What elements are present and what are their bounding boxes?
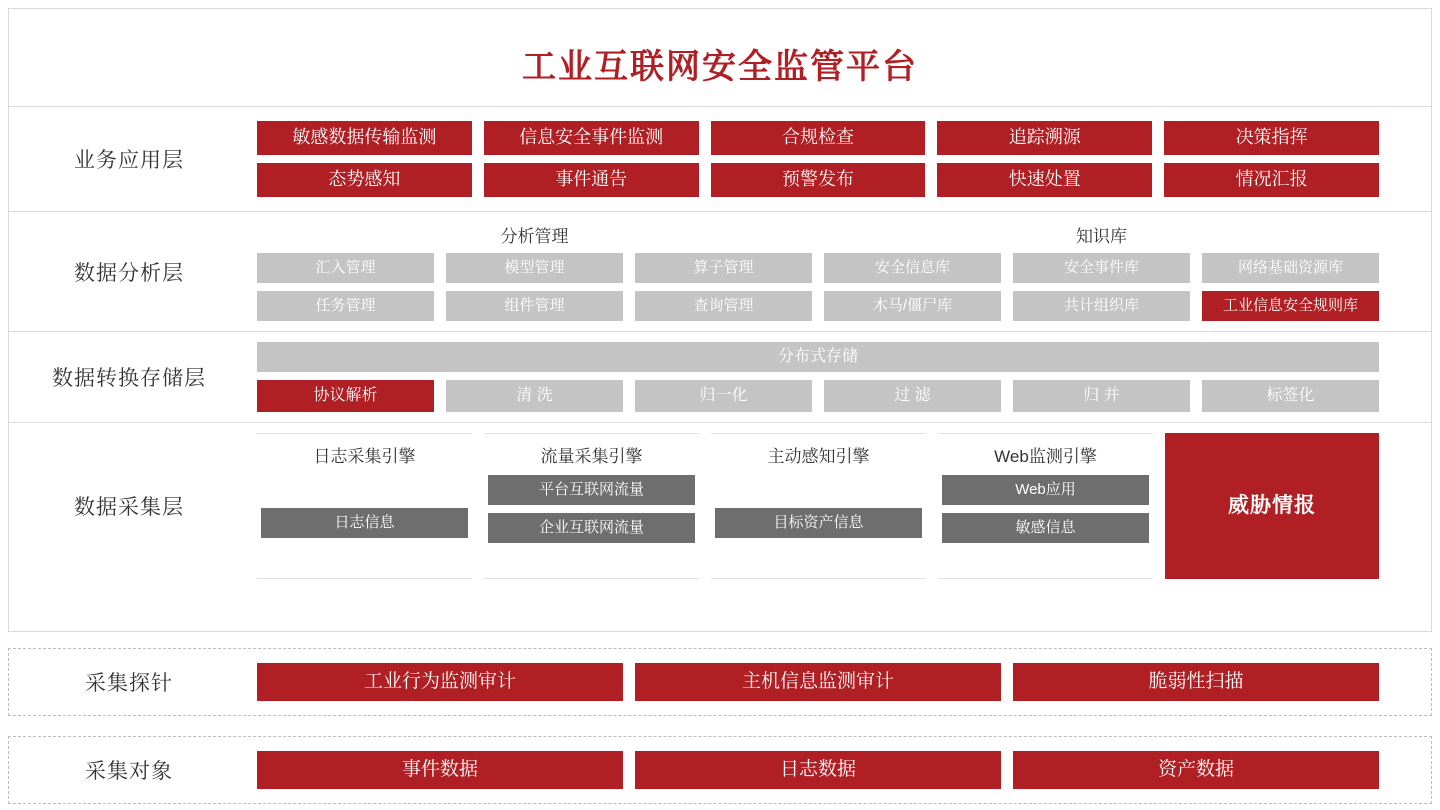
storage-item[interactable]: 清 洗 bbox=[446, 380, 623, 412]
object-item[interactable]: 事件数据 bbox=[257, 751, 623, 789]
storage-item[interactable]: 归 并 bbox=[1013, 380, 1190, 412]
storage-row-1 bbox=[257, 380, 1379, 412]
layer-body-business bbox=[249, 107, 1431, 211]
engine-title: 日志采集引擎 bbox=[313, 447, 416, 466]
layer-data-storage bbox=[9, 331, 1431, 422]
engine-item[interactable]: 平台互联网流量 bbox=[488, 475, 695, 505]
page-title: 工业互联网安全监管平台 bbox=[522, 48, 918, 86]
engine-title: 流量采集引擎 bbox=[540, 447, 643, 466]
engine-item[interactable]: Web应用 bbox=[942, 475, 1149, 505]
analysis-item[interactable]: 算子管理 bbox=[635, 253, 812, 283]
business-item[interactable]: 态势感知 bbox=[257, 163, 472, 197]
analysis-group-right bbox=[824, 222, 1379, 251]
object-item[interactable]: 资产数据 bbox=[1013, 751, 1379, 789]
engine-items bbox=[484, 475, 699, 570]
business-item[interactable]: 情况汇报 bbox=[1164, 163, 1379, 197]
probe-item[interactable]: 主机信息监测审计 bbox=[635, 663, 1001, 701]
business-item[interactable]: 决策指挥 bbox=[1164, 121, 1379, 155]
probe-row bbox=[257, 663, 1379, 701]
engine-items bbox=[938, 475, 1153, 570]
analysis-item[interactable]: 组件管理 bbox=[446, 291, 623, 321]
collection-engines bbox=[257, 433, 1379, 579]
engine-web-monitoring bbox=[938, 433, 1153, 579]
layer-label-analysis: 数据分析层 bbox=[74, 261, 184, 285]
analysis-item[interactable]: 汇入管理 bbox=[257, 253, 434, 283]
engine-title: Web监测引擎 bbox=[994, 447, 1097, 466]
business-item[interactable]: 预警发布 bbox=[711, 163, 926, 197]
analysis-item[interactable]: 安全信息库 bbox=[824, 253, 1001, 283]
analysis-group-headers bbox=[257, 222, 1379, 251]
engine-item[interactable]: 敏感信息 bbox=[942, 513, 1149, 543]
analysis-group-left bbox=[257, 222, 812, 251]
object-item[interactable]: 日志数据 bbox=[635, 751, 1001, 789]
layer-body-probe bbox=[249, 663, 1431, 701]
analysis-item[interactable]: 共计组织库 bbox=[1013, 291, 1190, 321]
analysis-item-highlight[interactable]: 工业信息安全规则库 bbox=[1202, 291, 1379, 321]
layer-label-storage: 数据转换存储层 bbox=[52, 367, 206, 390]
analysis-group-title: 知识库 bbox=[1076, 227, 1127, 246]
business-item[interactable]: 事件通告 bbox=[484, 163, 699, 197]
analysis-item[interactable]: 木马/僵尸库 bbox=[824, 291, 1001, 321]
layer-data-collection bbox=[9, 422, 1431, 589]
analysis-group-title: 分析管理 bbox=[500, 227, 569, 246]
analysis-row-1 bbox=[257, 253, 1379, 283]
business-item[interactable]: 敏感数据传输监测 bbox=[257, 121, 472, 155]
layer-body-collection bbox=[249, 423, 1431, 589]
engine-active-sensing bbox=[711, 433, 926, 579]
engine-item[interactable]: 目标资产信息 bbox=[715, 508, 922, 538]
layer-data-analysis bbox=[9, 211, 1431, 331]
business-item[interactable]: 合规检查 bbox=[711, 121, 926, 155]
business-item[interactable]: 信息安全事件监测 bbox=[484, 121, 699, 155]
engine-title: 主动感知引擎 bbox=[767, 447, 870, 466]
storage-item-highlight[interactable]: 协议解析 bbox=[257, 380, 434, 412]
analysis-rows bbox=[257, 253, 1379, 321]
analysis-item[interactable]: 安全事件库 bbox=[1013, 253, 1190, 283]
business-row-1 bbox=[257, 121, 1379, 155]
layer-label-collection: 数据采集层 bbox=[74, 496, 184, 519]
layer-body-object bbox=[249, 751, 1431, 789]
engine-log-collection bbox=[257, 433, 472, 579]
layer-label-business: 业务应用层 bbox=[74, 149, 184, 172]
probe-item[interactable]: 工业行为监测审计 bbox=[257, 663, 623, 701]
threat-intelligence-block[interactable]: 威胁情报 bbox=[1165, 433, 1379, 579]
analysis-item[interactable]: 网络基础资源库 bbox=[1202, 253, 1379, 283]
section-collection-object bbox=[8, 736, 1432, 804]
probe-item[interactable]: 脆弱性扫描 bbox=[1013, 663, 1379, 701]
analysis-item[interactable]: 任务管理 bbox=[257, 291, 434, 321]
business-item[interactable]: 快速处置 bbox=[937, 163, 1152, 197]
storage-item[interactable]: 过 滤 bbox=[824, 380, 1001, 412]
layer-label-probe: 采集探针 bbox=[85, 672, 173, 695]
analysis-item[interactable]: 查询管理 bbox=[635, 291, 812, 321]
business-row-2 bbox=[257, 163, 1379, 197]
engine-items bbox=[257, 475, 472, 570]
layer-business-application bbox=[9, 106, 1431, 211]
platform-architecture-frame bbox=[8, 8, 1432, 632]
analysis-item[interactable]: 模型管理 bbox=[446, 253, 623, 283]
distributed-storage-bar[interactable]: 分布式存储 bbox=[257, 342, 1379, 372]
analysis-row-2 bbox=[257, 291, 1379, 321]
storage-item[interactable]: 标签化 bbox=[1202, 380, 1379, 412]
layer-label-object: 采集对象 bbox=[85, 760, 173, 783]
storage-item[interactable]: 归一化 bbox=[635, 380, 812, 412]
engine-item[interactable]: 日志信息 bbox=[261, 508, 468, 538]
engine-traffic-collection bbox=[484, 433, 699, 579]
layer-body-analysis bbox=[249, 212, 1431, 331]
engine-items bbox=[711, 475, 926, 570]
layer-body-storage bbox=[249, 332, 1431, 422]
engine-item[interactable]: 企业互联网流量 bbox=[488, 513, 695, 543]
section-collection-probe bbox=[8, 648, 1432, 716]
object-row bbox=[257, 751, 1379, 789]
business-item[interactable]: 追踪溯源 bbox=[937, 121, 1152, 155]
